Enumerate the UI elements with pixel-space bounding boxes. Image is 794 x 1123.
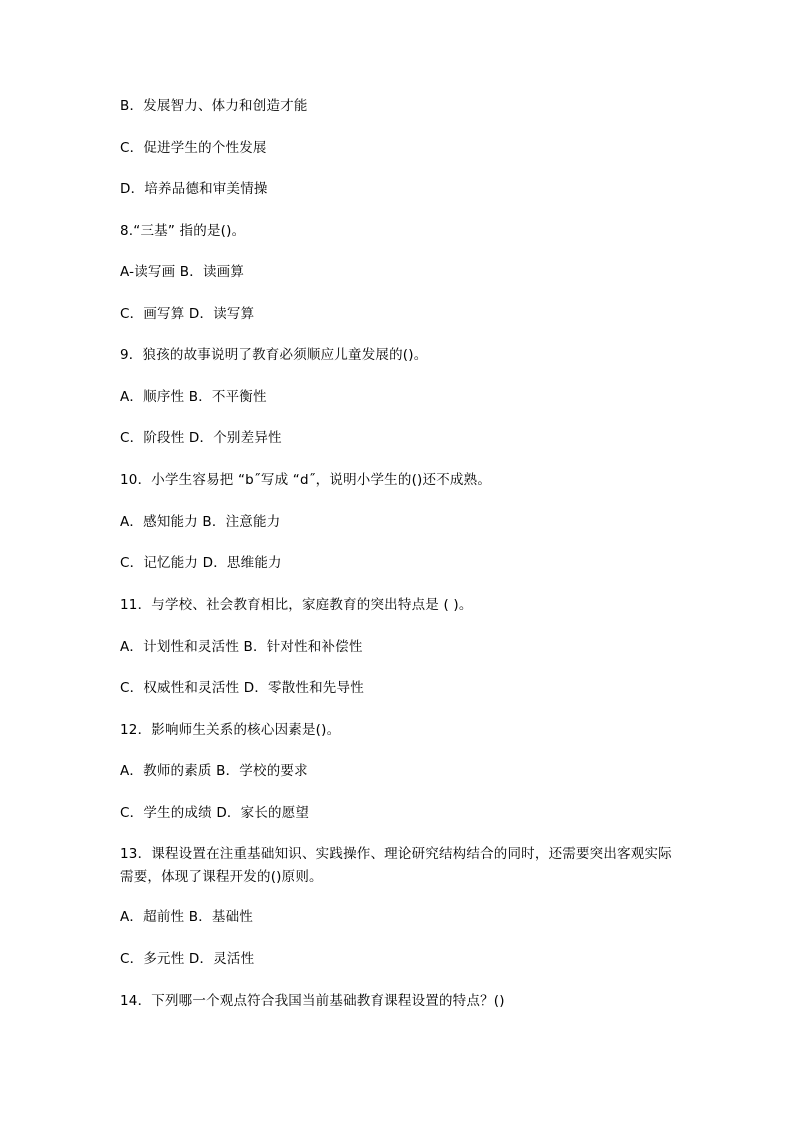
options-cd-q8: C．画写算 D．读写算 bbox=[120, 306, 255, 322]
options-ab-q9: A．顺序性 B．不平衡性 bbox=[120, 389, 267, 405]
options-cd-q12: C．学生的成绩 D．家长的愿望 bbox=[120, 805, 310, 821]
question-9: 9．狼孩的故事说明了教育必须顺应儿童发展的()。 bbox=[120, 347, 428, 363]
options-cd-q11: C．权威性和灵活性 D．零散性和先导性 bbox=[120, 680, 364, 696]
options-ab-q11: A．计划性和灵活性 B．针对性和补偿性 bbox=[120, 639, 363, 655]
options-ab-q12: A．教师的素质 B．学校的要求 bbox=[120, 763, 308, 779]
options-cd-q9: C．阶段性 D．个别差异性 bbox=[120, 430, 282, 446]
options-cd-q13: C．多元性 D．灵活性 bbox=[120, 951, 255, 967]
options-cd-q10: C．记忆能力 D．思维能力 bbox=[120, 555, 282, 571]
question-14: 14．下列哪一个观点符合我国当前基础教育课程设置的特点？() bbox=[120, 993, 505, 1009]
question-12: 12．影响师生关系的核心因素是()。 bbox=[120, 722, 341, 738]
option-b-q7: B．发展智力、体力和创造才能 bbox=[120, 98, 308, 114]
option-d-q7: D．培养品德和审美情操 bbox=[120, 181, 268, 197]
options-ab-q8: A-读写画 B．读画算 bbox=[120, 264, 245, 280]
question-11: 11．与学校、社会教育相比，家庭教育的突出特点是 ( )。 bbox=[120, 597, 473, 613]
question-8: 8.“三基” 指的是()。 bbox=[120, 223, 246, 239]
option-c-q7: C．促进学生的个性发展 bbox=[120, 140, 267, 156]
options-ab-q10: A．感知能力 B．注意能力 bbox=[120, 514, 281, 530]
question-13: 13．课程设置在注重基础知识、实践操作、理论研究结构结合的同时，还需要突出客观实际需要，体现了课程开发的()原则。 bbox=[120, 846, 672, 885]
options-ab-q13: A．超前性 B．基础性 bbox=[120, 909, 253, 925]
question-10: 10．小学生容易把 “b˝写成 “d˝，说明小学生的()还不成熟。 bbox=[120, 472, 492, 488]
